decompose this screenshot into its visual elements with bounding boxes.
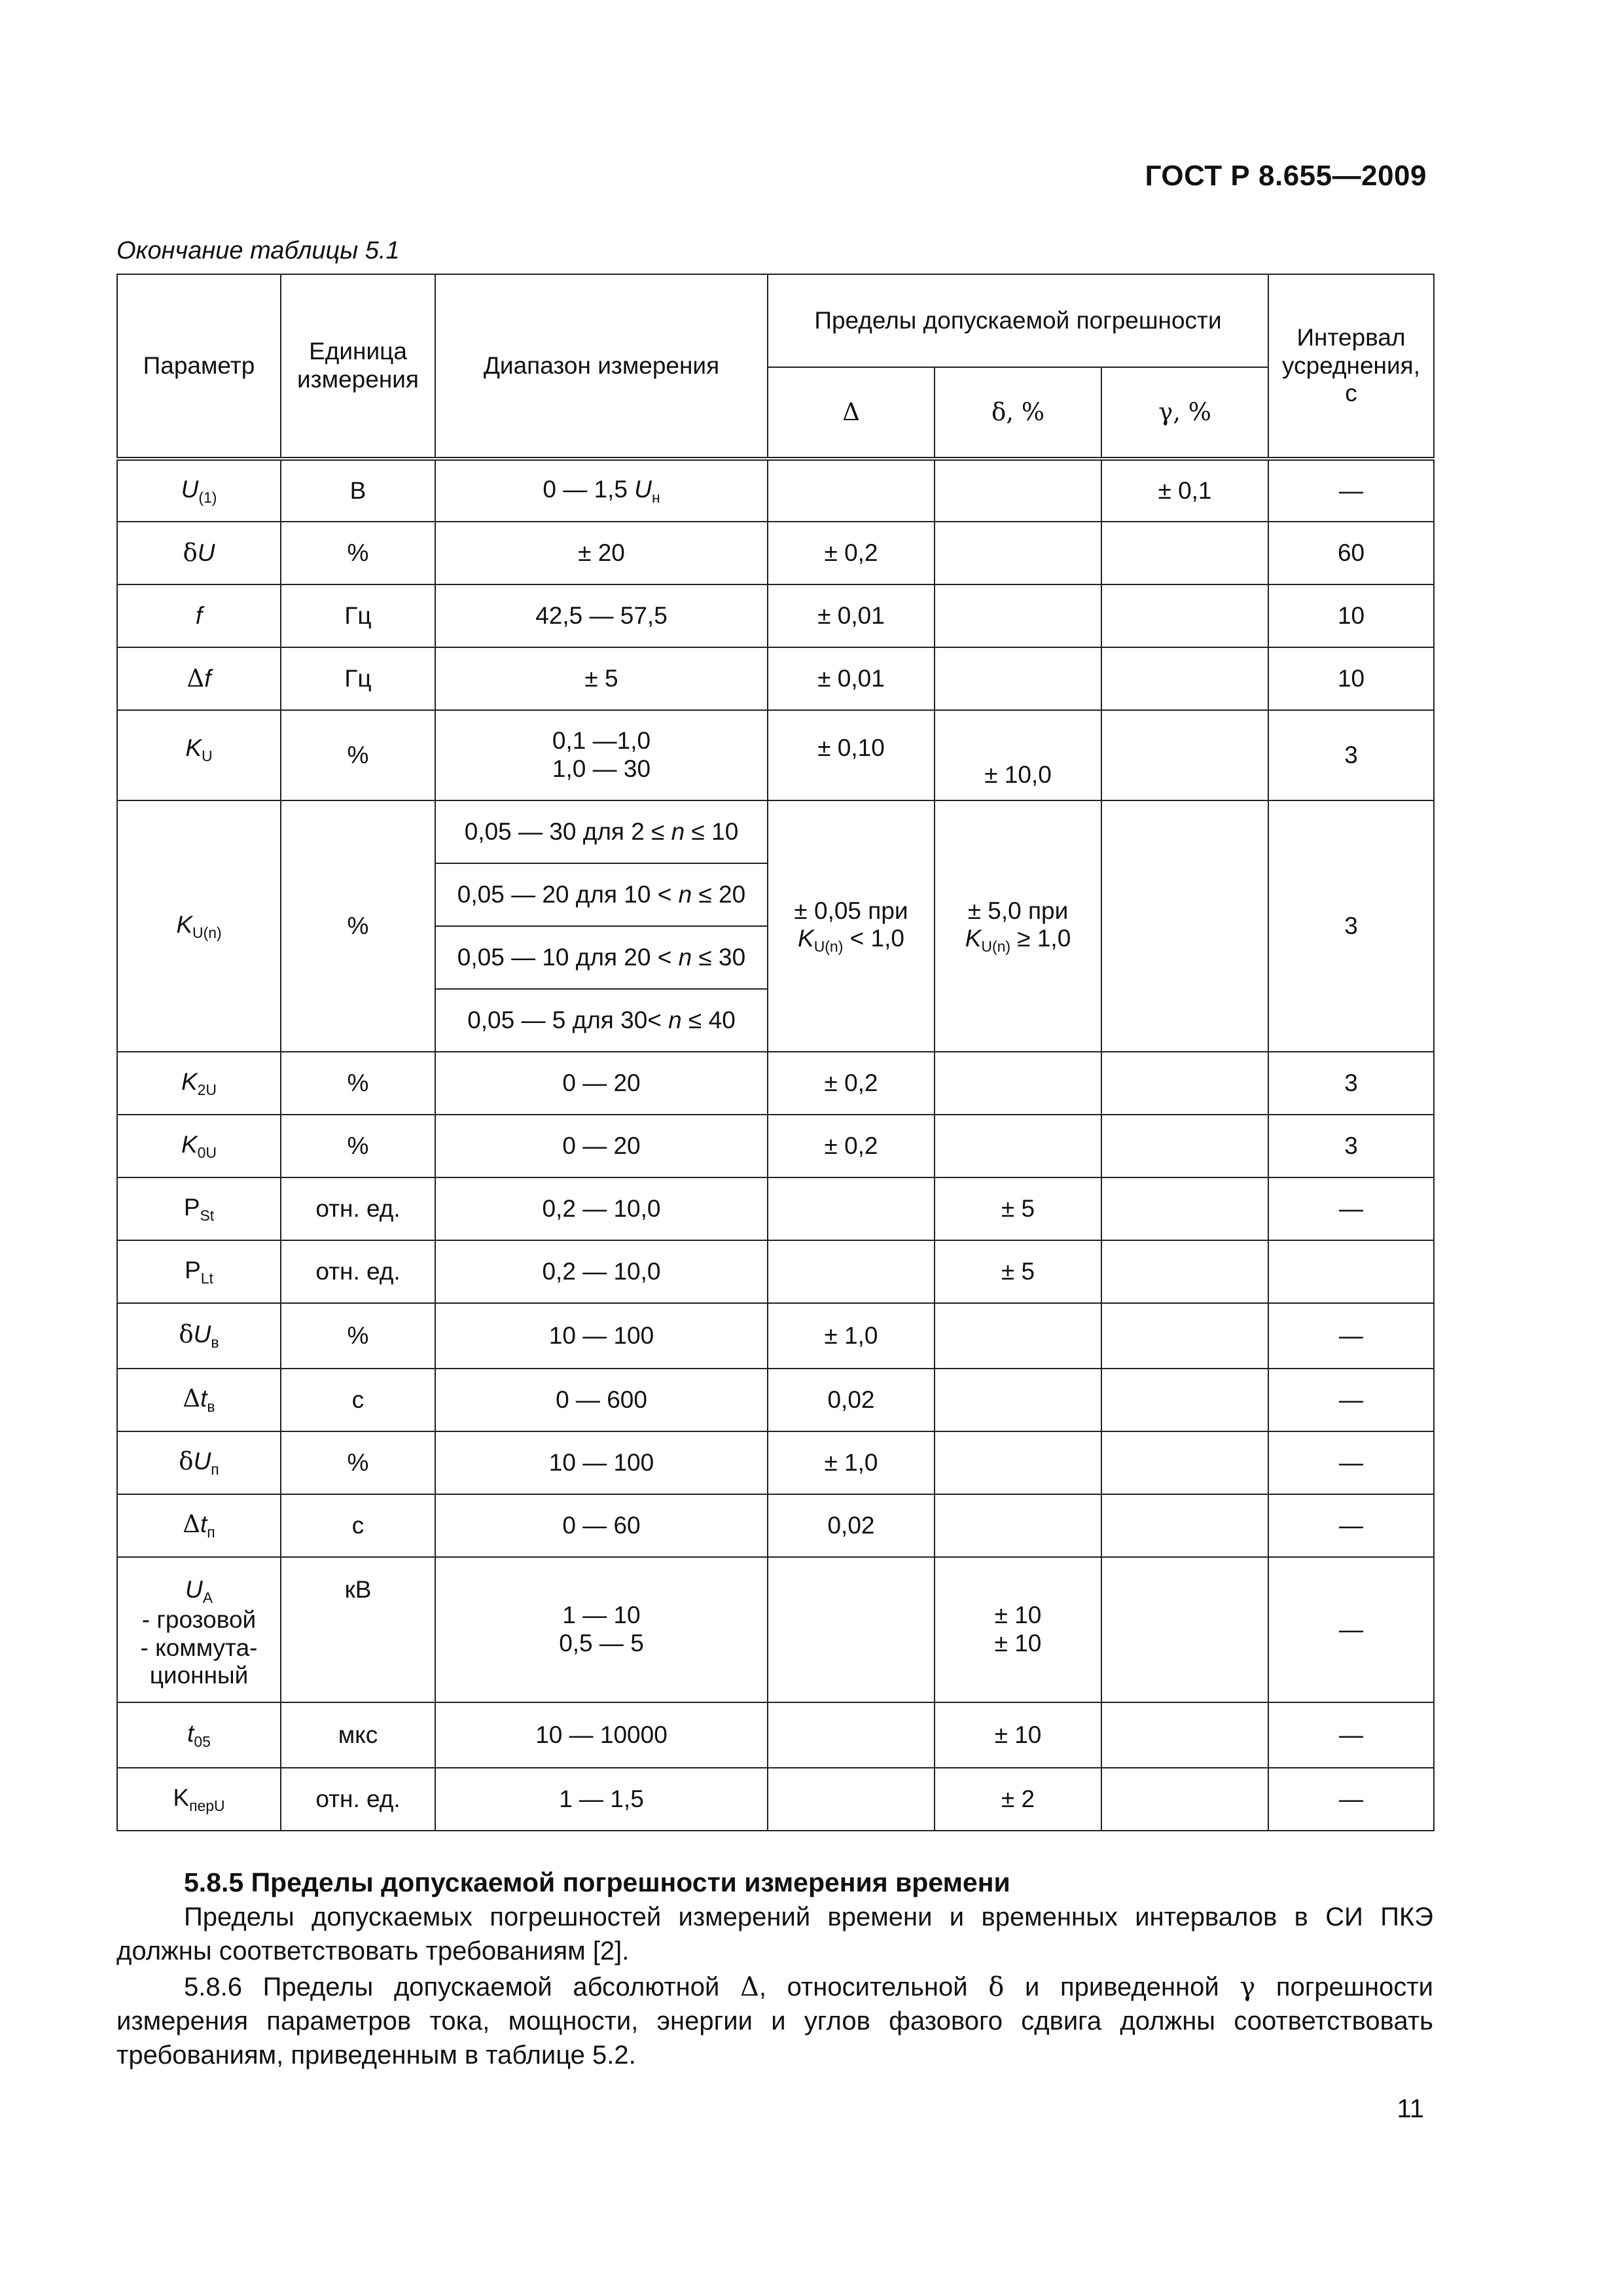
range-cell: 10 — 100 — [435, 1431, 768, 1494]
interval-cell: — — [1268, 459, 1434, 522]
interval-cell: — — [1268, 1177, 1434, 1240]
header-abs-error: Δ — [768, 367, 935, 459]
param-cell: $K_{U(n)}$ — [117, 800, 281, 1052]
header-unit: Единица измерения — [281, 274, 435, 459]
range-cell: 0,2 — 10,0 — [435, 1240, 768, 1303]
rel-cell — [935, 1431, 1101, 1494]
red-cell — [1101, 710, 1268, 800]
abs-cell: 0,02 — [768, 1494, 935, 1557]
range-cell: 42,5 — 57,5 — [435, 584, 768, 647]
abs-cell: ± 0,2 — [768, 522, 935, 584]
table-row — [117, 459, 1434, 522]
abs-cell — [768, 1702, 935, 1768]
table-row — [117, 647, 1434, 710]
header-red-error: γ, % — [1101, 367, 1268, 459]
abs-cell: ± 0,2 — [768, 1115, 935, 1177]
rel-cell — [935, 1115, 1101, 1177]
param-cell: f — [117, 584, 281, 647]
param-cell: δU — [117, 522, 281, 584]
rel-cell: ± 10,0 — [935, 710, 1101, 800]
range-cell: 0,05 — 30 для 2 ≤ n ≤ 10 — [435, 800, 768, 863]
range-cell: 0,05 — 10 для 20 < n ≤ 30 — [435, 926, 768, 989]
range-cell: 0,05 — 5 для 30< n ≤ 40 — [435, 989, 768, 1052]
range-cell: 0,05 — 20 для 10 < n ≤ 20 — [435, 863, 768, 926]
abs-cell — [768, 1240, 935, 1303]
param-cell: $\Delta t_в$ — [117, 1369, 281, 1431]
abs-cell: ± 1,0 — [768, 1303, 935, 1369]
interval-cell: — — [1268, 1431, 1434, 1494]
interval-cell: — — [1268, 1494, 1434, 1557]
table-row — [117, 1431, 1434, 1494]
red-cell — [1101, 584, 1268, 647]
interval-cell: 10 — [1268, 584, 1434, 647]
range-cell: 0 — 60 — [435, 1494, 768, 1557]
rel-cell: ± 2 — [935, 1768, 1101, 1831]
interval-cell: 60 — [1268, 522, 1434, 584]
param-cell: $K_{0U}$ — [117, 1115, 281, 1177]
table-row — [117, 1052, 1434, 1115]
param-cell: $\Delta t_п$ — [117, 1494, 281, 1557]
rel-cell — [935, 1369, 1101, 1431]
rel-cell — [935, 647, 1101, 710]
table-row — [117, 1494, 1434, 1557]
red-cell — [1101, 1431, 1268, 1494]
red-cell — [1101, 1702, 1268, 1768]
table-row — [117, 710, 1434, 800]
range-cell: 0 — 1,5 $U_н$ — [435, 459, 768, 522]
unit-cell: % — [281, 1052, 435, 1115]
unit-cell: с — [281, 1369, 435, 1431]
header-limits: Пределы допускаемой погрешности — [768, 274, 1268, 367]
abs-cell: ± 1,0 — [768, 1431, 935, 1494]
paragraph: Пределы допускаемых погрешностей измерений времени и временных интервалов в СИ ПКЭ должны соответствовать требованиям [2]. — [116, 1903, 1433, 1965]
interval-cell: — — [1268, 1369, 1434, 1431]
abs-cell: ± 0,10 — [768, 710, 935, 800]
param-cell: $K_{перU}$ — [117, 1768, 281, 1831]
interval-cell: 3 — [1268, 1115, 1434, 1177]
unit-cell: кВ — [281, 1557, 435, 1702]
page-number: 11 — [1397, 2094, 1424, 2123]
table-row — [117, 1303, 1434, 1369]
interval-cell: — — [1268, 1702, 1434, 1768]
red-cell — [1101, 1115, 1268, 1177]
range-cell: 0 — 20 — [435, 1115, 768, 1177]
abs-cell — [768, 1177, 935, 1240]
table-row — [117, 1369, 1434, 1431]
param-cell: $P_{Lt}$ — [117, 1240, 281, 1303]
table-row — [117, 522, 1434, 584]
red-cell — [1101, 1240, 1268, 1303]
range-cell: 10 — 100 — [435, 1303, 768, 1369]
red-cell — [1101, 1052, 1268, 1115]
range-cell: 0,1 —1,0 1,0 — 30 — [435, 710, 768, 800]
parameters-table — [116, 274, 1435, 1831]
red-cell — [1101, 800, 1268, 1052]
param-cell: $P_{St}$ — [117, 1177, 281, 1240]
rel-cell: ± 5 — [935, 1240, 1101, 1303]
range-cell: 0 — 600 — [435, 1369, 768, 1431]
interval-cell: 3 — [1268, 710, 1434, 800]
abs-cell: ± 0,01 — [768, 647, 935, 710]
unit-cell: мкс — [281, 1702, 435, 1768]
param-cell: $\delta U_в$ — [117, 1303, 281, 1369]
red-cell — [1101, 522, 1268, 584]
param-cell: Δf — [117, 647, 281, 710]
rel-cell — [935, 1303, 1101, 1369]
section-heading: 5.8.5 Пределы допускаемой погрешности измерения времени — [184, 1867, 1010, 1897]
param-cell: $\delta U_п$ — [117, 1431, 281, 1494]
rel-cell: ± 10 ± 10 — [935, 1557, 1101, 1702]
interval-cell — [1268, 1240, 1434, 1303]
interval-cell: — — [1268, 1303, 1434, 1369]
red-cell — [1101, 1303, 1268, 1369]
param-cell: $U_A$ - грозовой - коммута- ционный — [117, 1557, 281, 1702]
red-cell — [1101, 647, 1268, 710]
interval-cell: — — [1268, 1557, 1434, 1702]
unit-cell: % — [281, 800, 435, 1052]
abs-cell: ± 0,01 — [768, 584, 935, 647]
unit-cell: % — [281, 710, 435, 800]
range-cell: 1 — 10 0,5 — 5 — [435, 1557, 768, 1702]
header-rel-error: δ, % — [935, 367, 1101, 459]
unit-cell: Гц — [281, 647, 435, 710]
param-cell: $U_{(1)}$ — [117, 459, 281, 522]
param-cell: $K_{2U}$ — [117, 1052, 281, 1115]
unit-cell: В — [281, 459, 435, 522]
rel-cell: ± 10 — [935, 1702, 1101, 1768]
header-param: Параметр — [117, 274, 281, 459]
document-id: ГОСТ Р 8.655—2009 — [1145, 160, 1427, 192]
table-row — [117, 1240, 1434, 1303]
interval-cell: 10 — [1268, 647, 1434, 710]
interval-cell: 3 — [1268, 1052, 1434, 1115]
unit-cell: % — [281, 1115, 435, 1177]
abs-cell — [768, 1557, 935, 1702]
unit-cell: % — [281, 522, 435, 584]
unit-cell: отн. ед. — [281, 1177, 435, 1240]
red-cell: ± 0,1 — [1101, 459, 1268, 522]
unit-cell: % — [281, 1431, 435, 1494]
unit-cell: отн. ед. — [281, 1768, 435, 1831]
param-cell: $t_{05}$ — [117, 1702, 281, 1768]
unit-cell: % — [281, 1303, 435, 1369]
abs-cell: ± 0,05 при $K_{U(n)} < 1,0$ — [768, 800, 935, 1052]
range-cell: 0 — 20 — [435, 1052, 768, 1115]
table-row — [117, 1557, 1434, 1702]
header-interval: Интервал усреднения, с — [1268, 274, 1434, 459]
rel-cell: ± 5,0 при $K_{U(n)} \ge 1,0$ — [935, 800, 1101, 1052]
rel-cell: ± 5 — [935, 1177, 1101, 1240]
rel-cell — [935, 522, 1101, 584]
abs-cell — [768, 1768, 935, 1831]
red-cell — [1101, 1369, 1268, 1431]
range-cell: ± 5 — [435, 647, 768, 710]
interval-cell: — — [1268, 1768, 1434, 1831]
red-cell — [1101, 1177, 1268, 1240]
abs-cell — [768, 459, 935, 522]
unit-cell: отн. ед. — [281, 1240, 435, 1303]
table-caption: Окончание таблицы 5.1 — [116, 237, 400, 264]
range-cell: 1 — 1,5 — [435, 1768, 768, 1831]
table-row — [117, 1177, 1434, 1240]
unit-cell: Гц — [281, 584, 435, 647]
red-cell — [1101, 1768, 1268, 1831]
rel-cell — [935, 459, 1101, 522]
paragraph: 5.8.6 Пределы допускаемой абсолютной Δ, относительной δ и приведенной γ погрешности измерения параметров тока, мощности, энергии и углов фазового сдвига должны соответствовать требованиям, приведенным в таблице 5.2. — [116, 1972, 1433, 2070]
red-cell — [1101, 1494, 1268, 1557]
table-row — [117, 800, 1434, 863]
range-cell: 10 — 10000 — [435, 1702, 768, 1768]
param-cell: $K_U$ — [117, 710, 281, 800]
abs-cell: ± 0,2 — [768, 1052, 935, 1115]
rel-cell — [935, 584, 1101, 647]
rel-cell — [935, 1494, 1101, 1557]
table-row — [117, 1115, 1434, 1177]
header-range: Диапазон измерения — [435, 274, 768, 459]
rel-cell — [935, 1052, 1101, 1115]
range-cell: 0,2 — 10,0 — [435, 1177, 768, 1240]
unit-cell: с — [281, 1494, 435, 1557]
table-row — [117, 1702, 1434, 1768]
table-row — [117, 1768, 1434, 1831]
range-cell: ± 20 — [435, 522, 768, 584]
table-row — [117, 584, 1434, 647]
red-cell — [1101, 1557, 1268, 1702]
abs-cell: 0,02 — [768, 1369, 935, 1431]
interval-cell: 3 — [1268, 800, 1434, 1052]
